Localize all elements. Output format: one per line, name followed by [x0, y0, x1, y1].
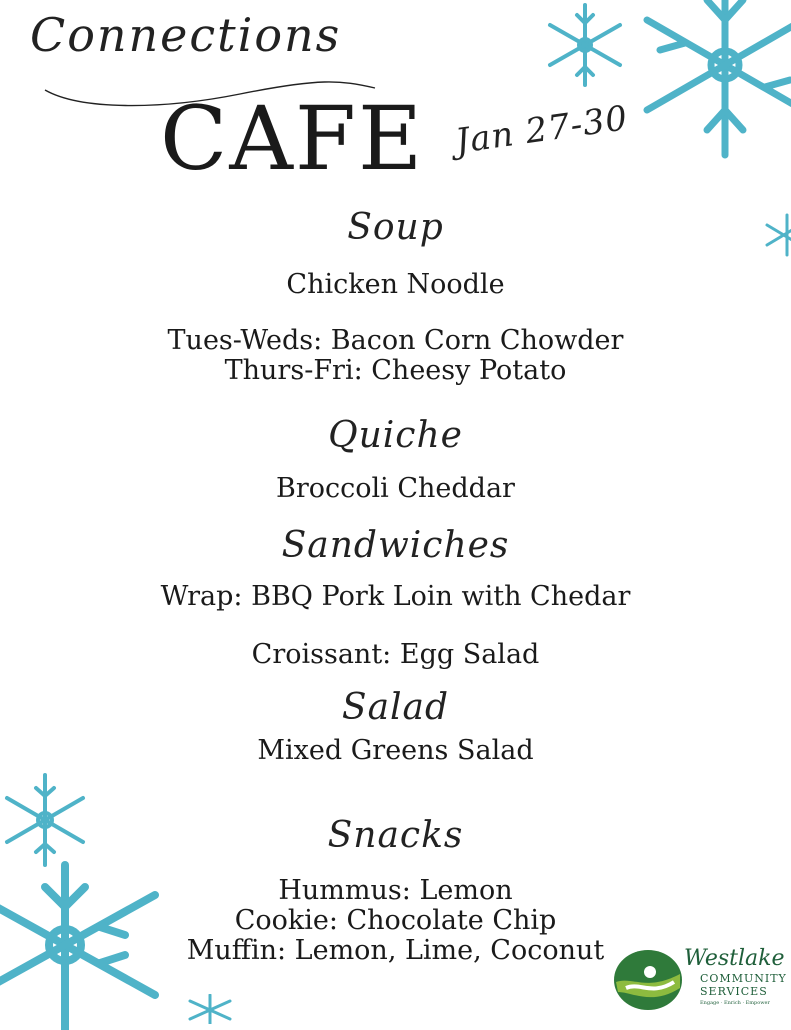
section-sandwiches	[0, 525, 791, 566]
menu-item: Chicken Noodle	[286, 269, 505, 300]
menu-item: Wrap: BBQ Pork Loin with Chedar	[160, 581, 631, 612]
menu-item: Cookie: Chocolate Chip	[234, 905, 557, 936]
section-soup	[0, 207, 791, 248]
section-heading-soup: Soup	[347, 207, 444, 248]
snowflake-icon	[540, 0, 630, 90]
quiche-items	[0, 474, 791, 504]
section-snacks	[0, 815, 791, 856]
section-heading-sandwiches: Sandwiches	[281, 525, 510, 566]
salad-items	[0, 736, 791, 766]
section-heading-snacks: Snacks	[327, 815, 464, 856]
logo-subtitle	[700, 972, 787, 998]
menu-item: Croissant: Egg Salad	[251, 639, 540, 670]
logo-name: Westlake	[684, 946, 785, 971]
section-quiche	[0, 415, 791, 456]
menu-item: Tues-Weds: Bacon Corn Chowder	[167, 325, 624, 356]
westlake-logo	[612, 944, 790, 1016]
soup-items	[0, 270, 791, 300]
section-heading-salad: Salad	[341, 687, 450, 728]
section-heading-quiche: Quiche	[328, 415, 463, 456]
westlake-emblem-icon	[612, 948, 684, 1012]
logo-line2: SERVICES	[700, 985, 768, 998]
logo-line1: COMMUNITY	[700, 972, 787, 985]
menu-item: Muffin: Lemon, Lime, Coconut	[186, 935, 605, 966]
menu-item: Mixed Greens Salad	[257, 735, 534, 766]
menu-item: Hummus: Lemon	[278, 875, 513, 906]
sandwiches-items-2	[0, 640, 791, 670]
brand-title: CAFE	[160, 87, 425, 190]
menu-item: Thurs-Fri: Cheesy Potato	[224, 355, 567, 386]
soup-items-daily	[0, 326, 791, 386]
logo-tagline: Engage · Enrich · Empower	[700, 1000, 770, 1006]
sandwiches-items	[0, 582, 791, 612]
snowflake-icon	[630, 0, 791, 160]
section-salad	[0, 687, 791, 728]
menu-date: Jan 27-30	[453, 98, 631, 162]
menu-item: Broccoli Cheddar	[276, 473, 515, 504]
snowflake-icon	[185, 994, 235, 1024]
brand-script-title: Connections	[30, 8, 342, 62]
